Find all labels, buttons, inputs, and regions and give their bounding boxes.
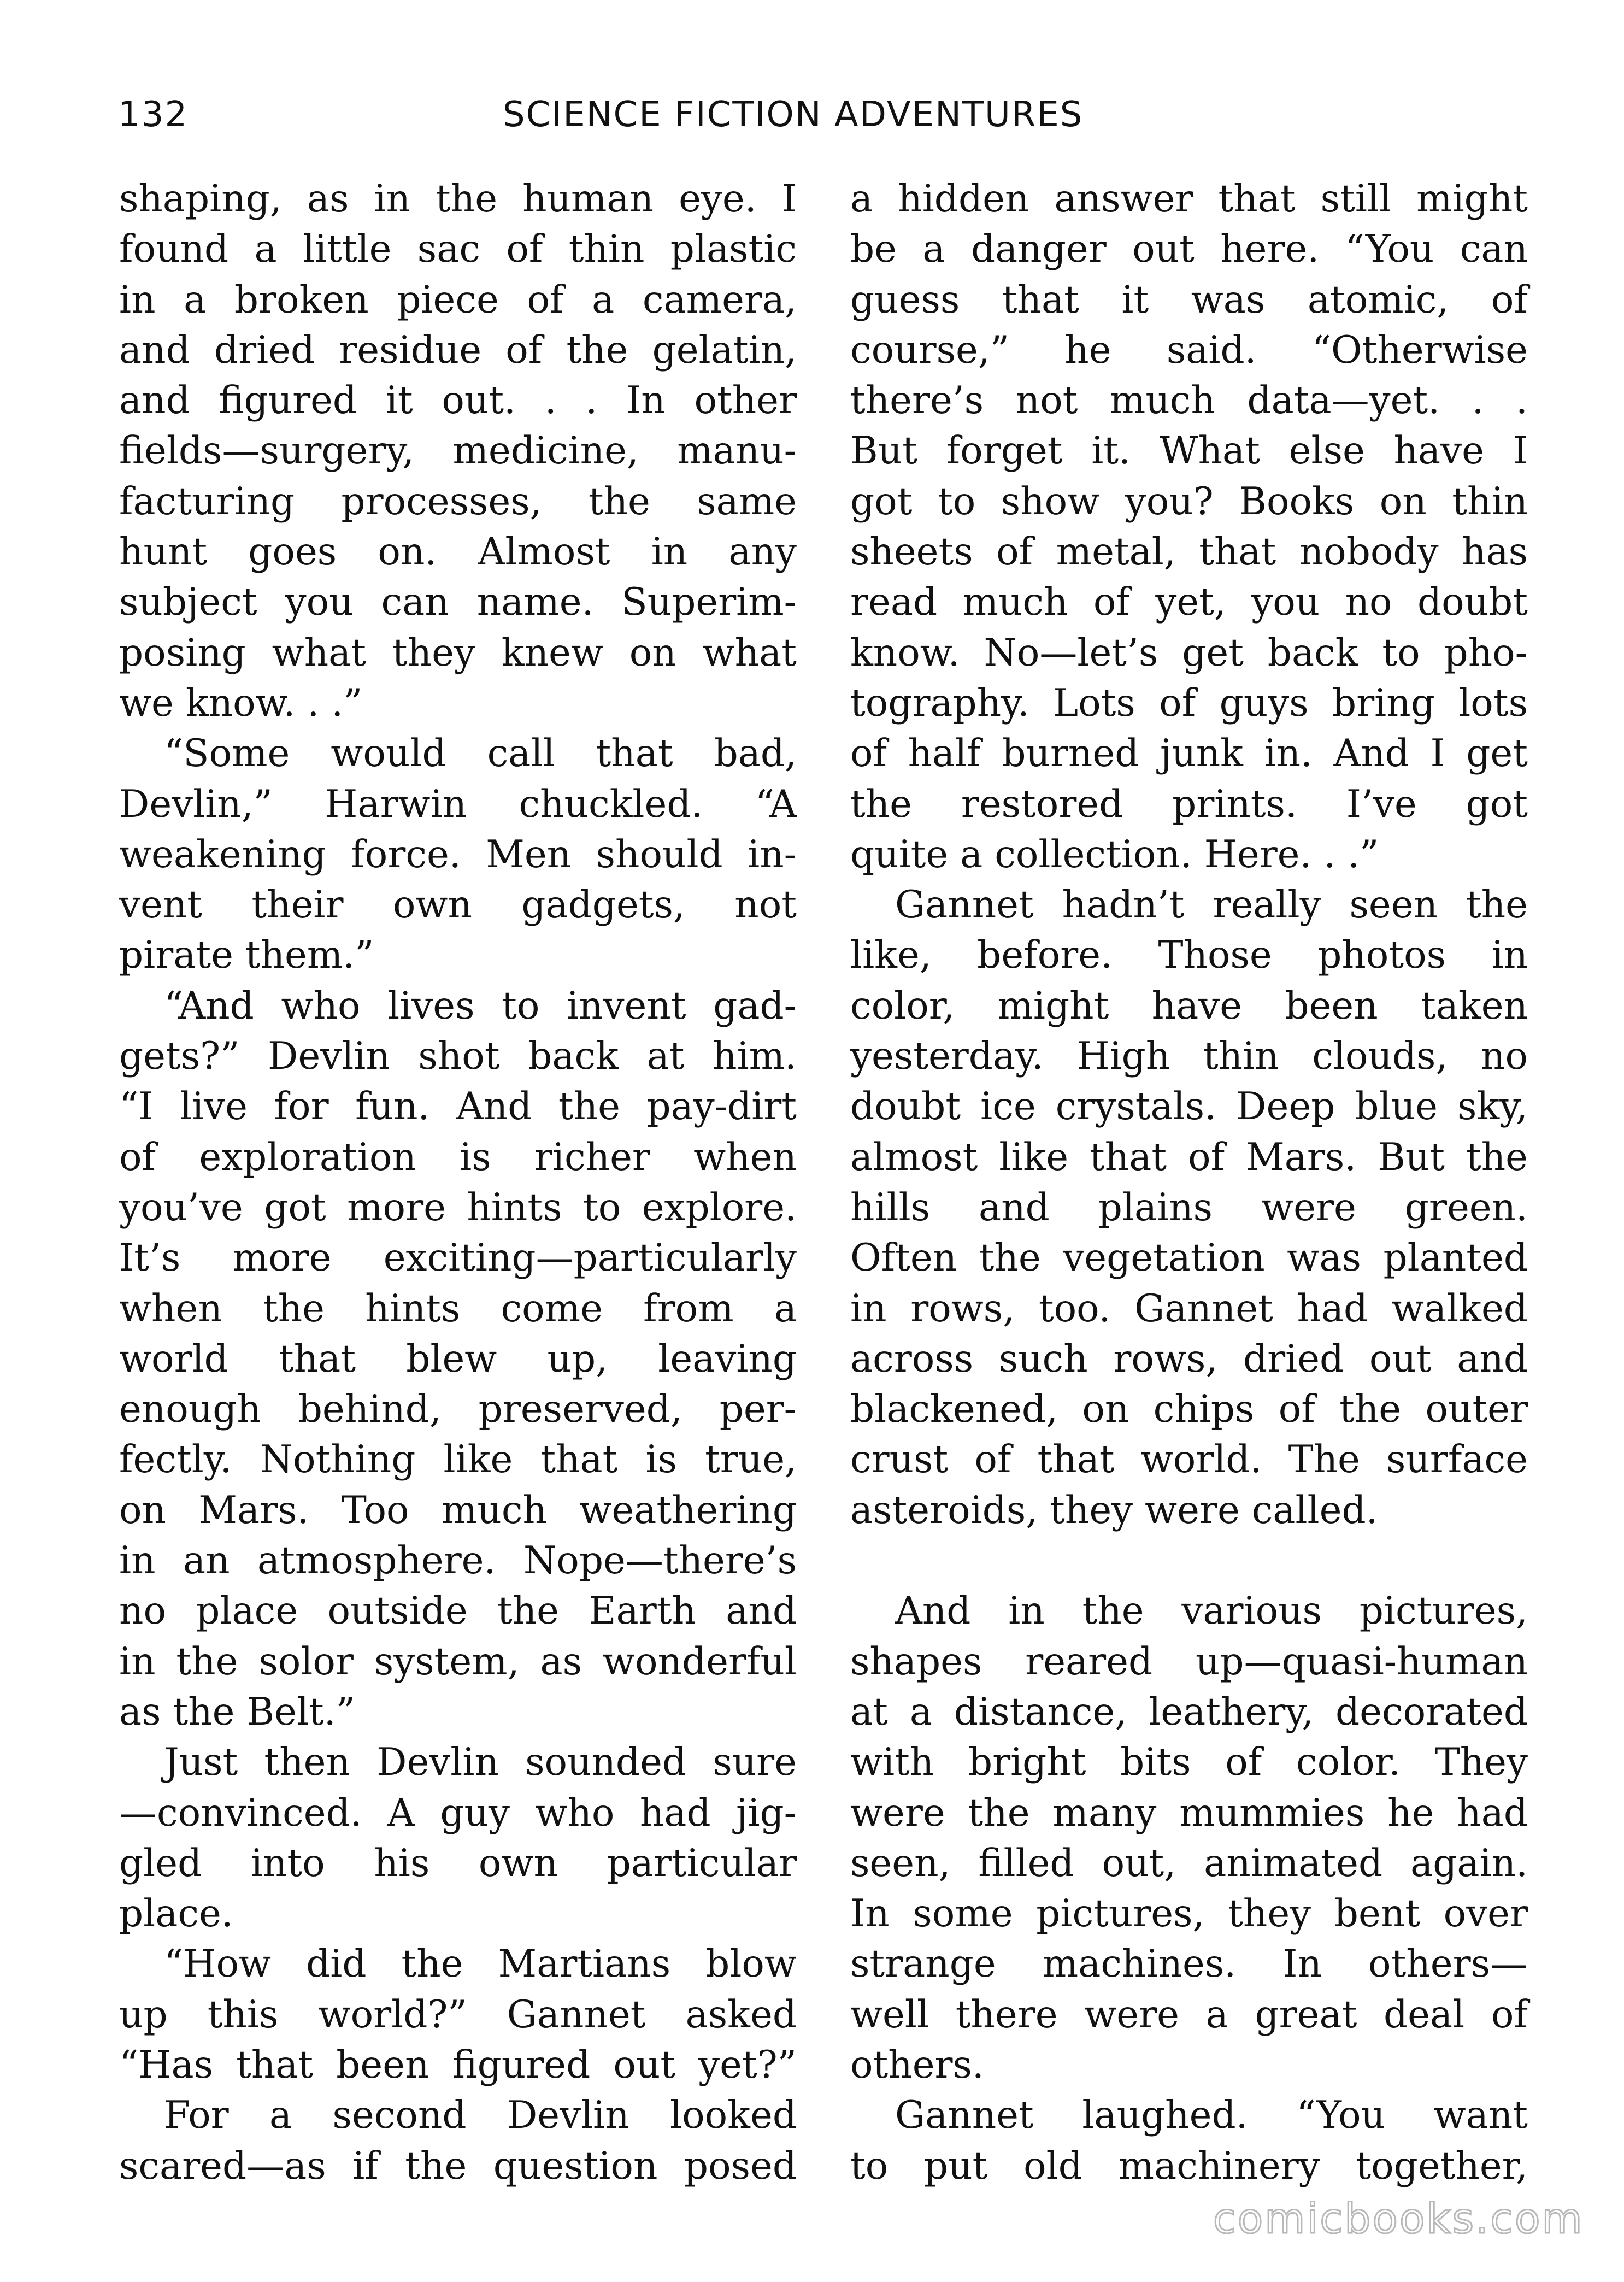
text-line: like, before. Those photos in [850,933,1528,978]
text-line: And in the various pictures, [895,1589,1528,1633]
text-line: “Has that been figured out yet?” [119,2043,797,2087]
text-line: across such rows, dried out and [850,1337,1528,1381]
page-number: 132 [118,95,189,135]
text-line: to put old machinery together, [850,2144,1528,2188]
text-line: fectly. Nothing like that is true, [119,1438,797,1482]
text-line: facturing processes, the same [119,479,797,524]
text-line: at a distance, leathery, decorated [850,1690,1528,1734]
text-line: with bright bits of color. They [850,1740,1528,1785]
text-line: Devlin,” Harwin chuckled. “A [119,782,797,826]
right-column [850,174,1528,2191]
text-line: fields—surgery, medicine, manu- [119,429,797,473]
text-line: in the solor system, as wonderful [119,1639,797,1684]
text-line: subject you can name. Superim- [119,580,797,625]
watermark: comicbooks.com [1213,2194,1584,2243]
text-line: and figured it out. . . In other [119,379,797,423]
text-line: others. [850,2043,984,2087]
text-line: pirate them.” [119,933,374,978]
text-line: —convinced. A guy who had jig- [119,1791,797,1835]
text-line: scared—as if the question posed [119,2144,797,2188]
text-line: when the hints come from a [119,1286,797,1331]
text-line: in a broken piece of a camera, [119,278,797,322]
text-line: asteroids, they were called. [850,1488,1378,1532]
text-line: found a little sac of thin plastic [119,227,797,272]
text-line: tography. Lots of guys bring lots [850,681,1528,725]
text-line: color, might have been taken [850,984,1528,1028]
text-line: In some pictures, they bent over [850,1892,1528,1936]
text-line: no place outside the Earth and [119,1589,797,1633]
text-line: read much of yet, you no doubt [850,580,1528,625]
text-line: the restored prints. I’ve got [850,782,1528,826]
text-line: “I live for fun. And the pay-dirt [119,1085,797,1129]
text-line: be a danger out here. “You can [850,227,1528,272]
text-line: “How did the Martians blow [164,1942,797,1986]
text-line: Gannet laughed. “You want [895,2093,1528,2138]
text-line: of half burned junk in. And I get [850,732,1528,776]
text-line: almost like that of Mars. But the [850,1135,1528,1179]
text-line: know. No—let’s get back to pho- [850,631,1528,675]
running-head: SCIENCE FICTION ADVENTURES [503,95,1084,135]
text-line: on Mars. Too much weathering [119,1488,797,1532]
text-line: gets?” Devlin shot back at him. [119,1034,797,1079]
text-line: and dried residue of the gelatin, [119,328,797,372]
text-line: doubt ice crystals. Deep blue sky, [850,1085,1528,1129]
text-line: hunt goes on. Almost in any [119,530,797,574]
text-line: enough behind, preserved, per- [119,1387,797,1432]
text-line: in an atmosphere. Nope—there’s [119,1539,797,1583]
text-line: guess that it was atomic, of [850,278,1528,322]
text-line: there’s not much data—yet. . . [850,379,1528,423]
text-line: a hidden answer that still might [850,177,1528,221]
text-line: well there were a great deal of [850,1992,1528,2037]
text-line: crust of that world. The surface [850,1438,1528,1482]
text-line: sheets of metal, that nobody has [850,530,1528,574]
text-line: gled into his own particular [119,1841,797,1885]
text-line: you’ve got more hints to explore. [119,1185,797,1230]
text-line: in rows, too. Gannet had walked [850,1286,1528,1331]
left-column [119,174,797,2191]
text-line: strange machines. In others— [850,1942,1528,1986]
text-line: yesterday. High thin clouds, no [850,1034,1528,1079]
text-line: But forget it. What else have I [850,429,1528,473]
text-line: Just then Devlin sounded sure [164,1740,797,1785]
text-line: Gannet hadn’t really seen the [895,883,1528,927]
text-line: shapes reared up—quasi-human [850,1639,1528,1684]
text-line: It’s more exciting—particularly [119,1236,797,1280]
text-line: seen, filled out, animated again. [850,1841,1528,1885]
text-line: hills and plains were green. [850,1185,1528,1230]
text-line: blackened, on chips of the outer [850,1387,1528,1432]
text-line: course,” he said. “Otherwise [850,328,1528,372]
text-line: quite a collection. Here. . .” [850,832,1379,877]
text-line: weakening force. Men should in- [119,832,797,877]
text-line: were the many mummies he had [850,1791,1528,1835]
text-line: For a second Devlin looked [164,2093,797,2138]
text-line: Often the vegetation was planted [850,1236,1528,1280]
text-line: “And who lives to invent gad- [164,984,797,1028]
text-line: vent their own gadgets, not [119,883,797,927]
text-line: up this world?” Gannet asked [119,1992,797,2037]
text-line: got to show you? Books on thin [850,479,1528,524]
text-line: “Some would call that bad, [164,732,797,776]
text-line [850,1536,1528,1586]
text-line: of exploration is richer when [119,1135,797,1179]
text-line: we know. . .” [119,681,363,725]
text-line: place. [119,1892,233,1936]
text-line: posing what they knew on what [119,631,797,675]
text-line: world that blew up, leaving [119,1337,797,1381]
text-line: as the Belt.” [119,1690,355,1734]
text-line: shaping, as in the human eye. I [119,177,797,221]
